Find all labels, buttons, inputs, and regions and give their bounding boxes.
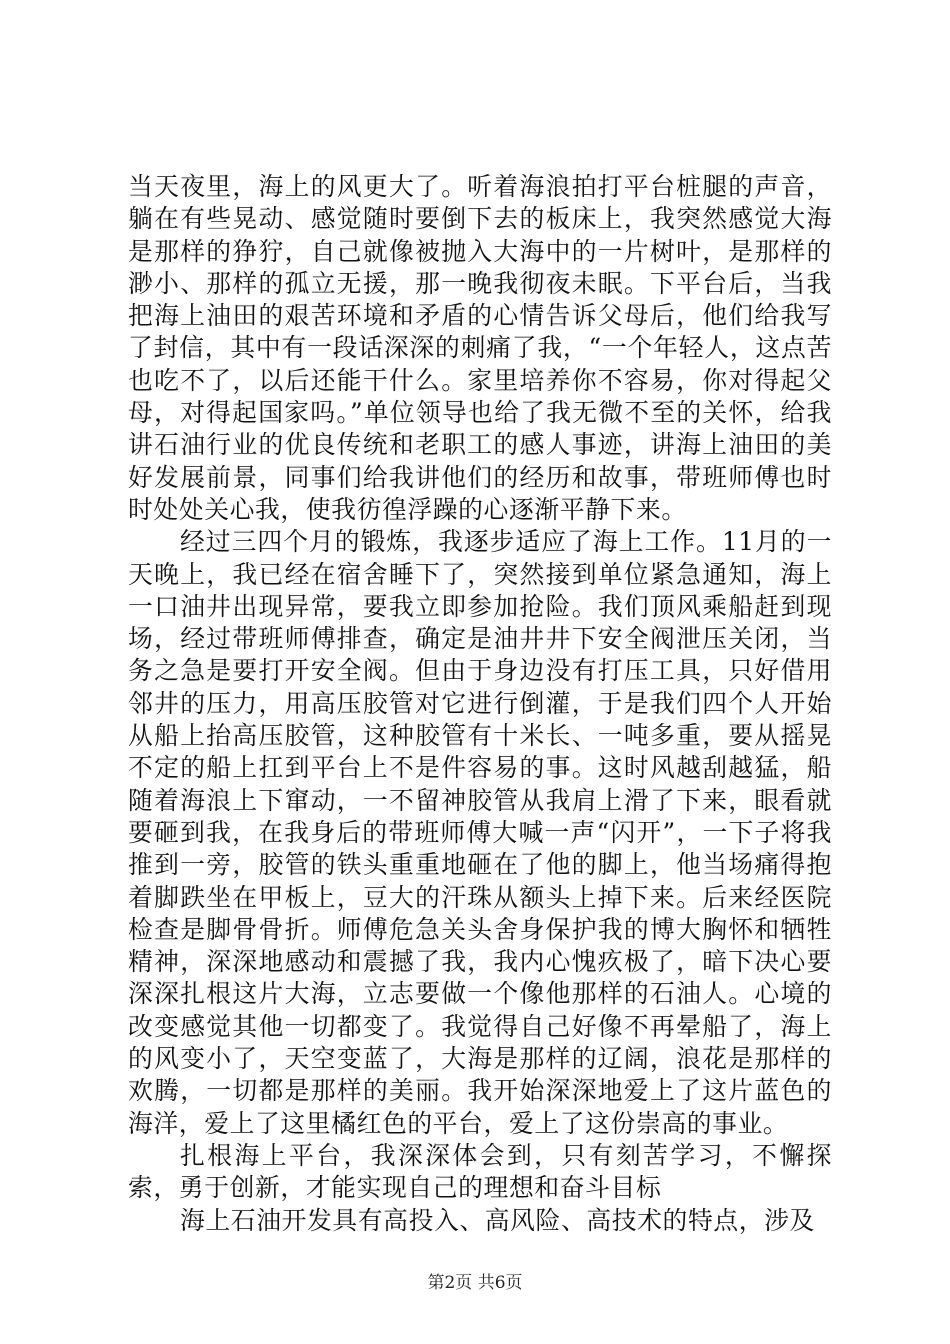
page-footer: 第2页 共6页 <box>427 1273 523 1293</box>
paragraph-night-on-platform: 当天夜里，海上的风更大了。听着海浪拍打平台桩腿的声音，躺在有些晃动、感觉随时要倒下去的板床上，我突然感觉大海是那样的狰狞，自己就像被抛入大海中的一片树叶，是那样的渺小、那样的孤立无援，那一晚我彻夜未眠。下平台后，当我把海上油田的艰苦环境和矛盾的心情告诉父母后，他们给我写了封信，其中有一段话深深的刺痛了我，“一个年轻人，这点苦也吃不了，以后还能干什么。家里培养你不容易，你对得起父母，对得起国家吗。”单位领导也给了我无微不至的关怀，给我讲石油行业的优良传统和老职工的感人事迹，讲海上油田的美好发展前景，同事们给我讲他们的经历和故事，带班师傅也时时处处关心我，使我彷徨浮躁的心逐渐平静下来。 <box>128 172 832 524</box>
paragraph-section-heading: 扎根海上平台，我深深体会到，只有刻苦学习，不懈探索，勇于创新，才能实现自己的理想和奋斗目标 <box>128 1140 832 1203</box>
body-text <box>128 171 832 1237</box>
paragraph-offshore-development: 海上石油开发具有高投入、高风险、高技术的特点，涉及 <box>180 1205 815 1235</box>
paragraph-emergency-rescue: 经过三四个月的锻炼，我逐步适应了海上工作。11月的一天晚上，我已经在宿舍睡下了，突然接到单位紧急通知，海上一口油井出现异常，要我立即参加抢险。我们顶风乘船赶到现场，经过带班师傅排查，确定是油井井下安全阀泄压关闭，当务之急是要打开安全阀。但由于身边没有打压工具，只好借用邻井的压力，用高压胶管对它进行倒灌，于是我们四个人开始从船上抬高压胶管，这种胶管有十米长、一吨多重，要从摇晃不定的船上扛到平台上不是件容易的事。这时风越刮越猛，船随着海浪上下窜动，一不留神胶管从我肩上滑了下来，眼看就要砸到我，在我身后的带班师傅大喊一声“闪开”，一下子将我推到一旁，胶管的铁头重重地砸在了他的脚上，他当场痛得抱着脚跌坐在甲板上，豆大的汗珠从额头上掉下来。后来经医院检查是脚骨骨折。师傅危急关头舍身保护我的博大胸怀和牺牲精神，深深地感动和震撼了我，我内心愧疚极了，暗下决心要深深扎根这片大海，立志要做一个像他那样的石油人。心境的改变感觉其他一切都变了。我觉得自己好像不再晕船了，海上的风变小了，天空变蓝了，大海是那样的辽阔，浪花是那样的欢腾，一切都是那样的美丽。我开始深深地爱上了这片蓝色的海洋，爱上了这里橘红色的平台，爱上了这份崇高的事业。 <box>128 527 832 1138</box>
